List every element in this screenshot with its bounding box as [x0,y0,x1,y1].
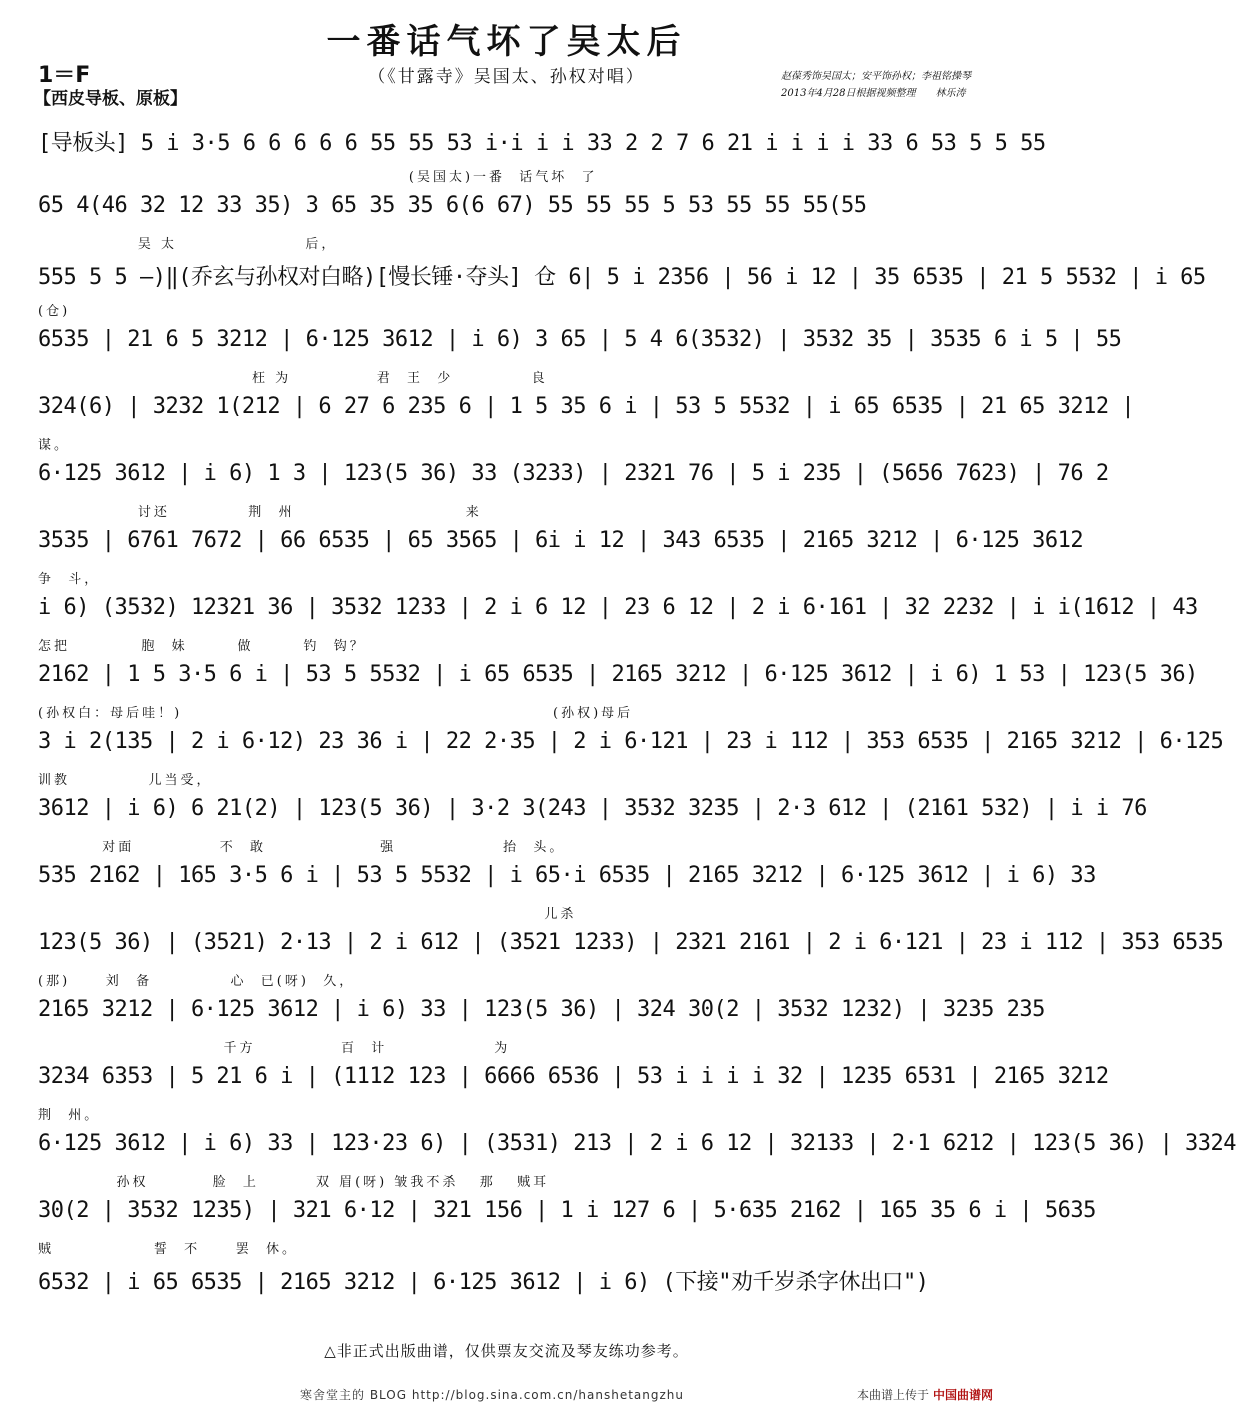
lyrics: 枉 为 君 王 少 良 [38,371,548,386]
notation: 6535 | 21 6 5 3212 | 6·125 3612 | i 6) 3 65 | 5 4 6(3532) | 3532 35 | 3535 6 i 5 | 55 [38,327,1122,352]
score-line [38,1131,1236,1198]
score-line [38,595,1198,662]
score-line [38,997,1045,1064]
score-line [38,863,1096,930]
notation: 3612 | i 6) 6 21(2) | 123(5 36) | 3·2 3(243 | 3532 3235 | 2·3 612 | (2161 532) | i i 76 [38,796,1147,821]
upload-label: 本曲谱上传于 [856,1388,929,1402]
lyrics: 怎把 胞 妹 做 钓 钩？ [38,639,366,654]
score-line [38,1265,970,1332]
credits-performers: 赵葆秀饰吴国太；安平饰孙权；李祖铭操琴 [781,71,971,82]
score-line [38,1064,1109,1131]
lyrics: (吴国太)一番 话气坏 了 [38,170,598,185]
notation: 123(5 36) | (3521) 2·13 | 2 i 612 | (3521 1233) | 2321 2161 | 2 i 6·121 | 23 i 112 | 353 6535 [38,930,1224,955]
score-line [38,461,1109,528]
lyrics: 儿杀 [38,907,577,922]
notation: 2165 3212 | 6·125 3612 | i 6) 33 | 123(5 36) | 324 30(2 | 3532 1232) | 3235 235 [38,997,1045,1022]
site-logo[interactable]: 中国曲谱网 [932,1388,993,1402]
credits-transcription: 2013年4月28日根据视频整理 林乐涛 [781,88,966,99]
blog-link[interactable]: 寒舍堂主的 BLOG http://blog.sina.com.cn/hanshetangzhu [300,1388,684,1402]
notation: 3234 6353 | 5 21 6 i | (1112 123 | 6666 6536 | 53 i i i i 32 | 1235 6531 | 2165 3212 [38,1064,1109,1089]
lyrics: 谋。 [38,438,71,453]
lyrics: 吴 太 后， [38,237,338,252]
lyrics: 荆 州。 [38,1108,101,1123]
score-line [38,193,970,260]
lyrics: 孙权 脸 上 双 眉(呀) 皱我不杀 那 贼耳 [38,1175,550,1190]
notation: 555 5 5 –)‖(乔玄与孙权对白略)[慢长锤·夺头] 仓 6| 5 i 2356 | 56 i 12 | 35 6535 | 21 5 5532 | i 65 [38,265,1206,290]
page-title: 一番话气坏了吴太后 [326,22,687,62]
score-line [38,260,1206,327]
notation: 3 i 2(135 | 2 i 6·12) 23 36 i | 22 2·35 | 2 i 6·121 | 23 i 112 | 353 6535 | 2165 3212 | 6·125 [38,729,1224,754]
upload-credit [857,1386,993,1403]
subtitle: （《甘露寺》吴国太、孙权对唱） [368,67,645,87]
lyrics: 对面 不 敢 强 抬 头。 [38,840,566,855]
notation: 535 2162 | 165 3·5 6 i | 53 5 5532 | i 65·i 6535 | 2165 3212 | 6·125 3612 | i 6) 33 [38,863,1096,888]
score-line [38,327,1122,394]
notation: 6·125 3612 | i 6) 33 | 123·23 6) | (3531) 213 | 2 i 6 12 | 32133 | 2·1 6212 | 123(5 36) | 3324 [38,1131,1236,1156]
notation: 6532 | i 65 6535 | 2165 3212 | 6·125 3612 | i 6) (下接"劝千岁杀字休出口") [38,1270,929,1295]
score-line [38,1198,1096,1265]
score-line [38,394,1135,461]
lyrics: 贼 誓 不 罢 休。 [38,1242,299,1257]
score-line [38,930,1224,997]
key-signature: 1＝F [38,63,91,88]
score-line [38,528,1084,595]
notation: 65 4(46 32 12 33 35) 3 65 35 35 6(6 67) 55 55 55 5 53 55 55 55(55 [38,193,867,218]
footnote: △非正式出版曲谱，仅供票友交流及琴友练功参考。 [324,1342,689,1360]
notation: [导板头] 5 i 3·5 6 6 6 6 6 55 55 53 i·i i i 33 2 2 7 6 21 i i i i 33 6 53 5 5 55 [38,131,1046,156]
lyrics: (孙权白：母后哇！) (孙权)母后 [38,706,634,721]
lyrics: (仓) [38,304,71,319]
lyrics: 争 斗， [38,572,101,587]
score-line [38,662,1198,729]
lyrics: 千方 百 计 为 [38,1041,511,1056]
score-line [38,126,1046,193]
lyrics: 讨还 荆 州 来 [38,505,482,520]
notation: 324(6) | 3232 1(212 | 6 27 6 235 6 | 1 5 35 6 i | 53 5 5532 | i 65 6535 | 21 65 3212 | [38,394,1135,419]
lyrics: 训教 儿当受， [38,773,213,788]
notation: 6·125 3612 | i 6) 1 3 | 123(5 36) 33 (3233) | 2321 76 | 5 i 235 | (5656 7623) | 76 2 [38,461,1109,486]
score [38,126,1236,1332]
notation: i 6) (3532) 12321 36 | 3532 1233 | 2 i 6 12 | 23 6 12 | 2 i 6·161 | 32 2232 | i i(1612 | 43 [38,595,1198,620]
score-line [38,729,1224,796]
notation: 30(2 | 3532 1235) | 321 6·12 | 321 156 | 1 i 127 6 | 5·635 2162 | 165 35 6 i | 5635 [38,1198,1096,1223]
lyrics: (那) 刘 备 心 已(呀) 久， [38,974,356,989]
lyrics [38,1305,970,1327]
credits [781,68,971,102]
tempo-marking: 【西皮导板、原板】 [34,89,187,109]
notation: 2162 | 1 5 3·5 6 i | 53 5 5532 | i 65 6535 | 2165 3212 | 6·125 3612 | i 6) 1 53 | 123(5 36) [38,662,1198,687]
notation: 3535 | 6761 7672 | 66 6535 | 65 3565 | 6i i 12 | 343 6535 | 2165 3212 | 6·125 3612 [38,528,1084,553]
score-line [38,796,1147,863]
